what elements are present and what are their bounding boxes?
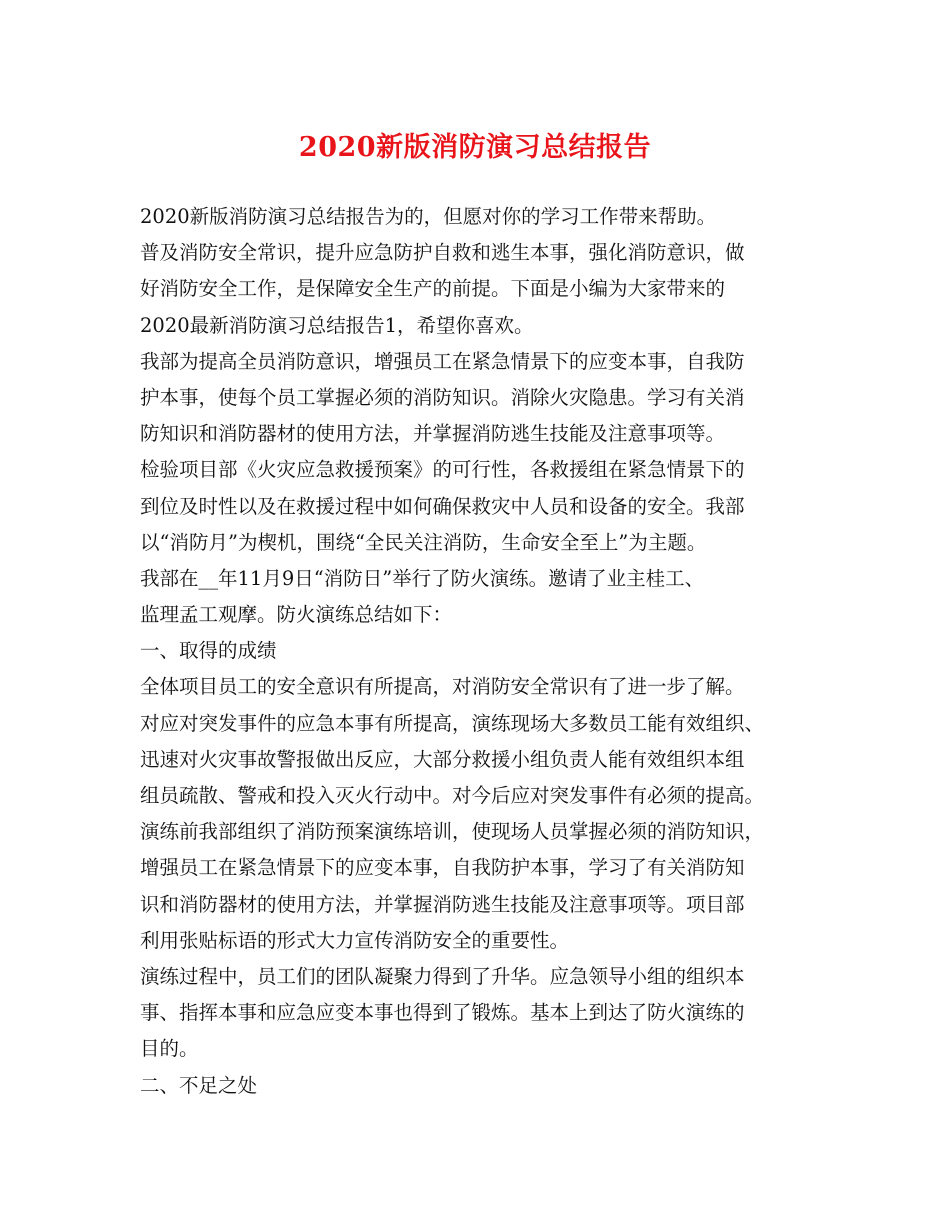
body-line: 演练过程中，员工们的团队凝聚力得到了升华。应急领导小组的组织本 bbox=[140, 964, 745, 988]
body-line: 我部在__年11月9日“消防日”举行了防火演练。邀请了业主桂工、 bbox=[140, 566, 705, 590]
body-line: 事、指挥本事和应急应变本事也得到了锻炼。基本上到达了防火演练的 bbox=[140, 1001, 745, 1025]
document-body bbox=[140, 199, 830, 1104]
body-line: 迅速对火灾事故警报做出反应，大部分救援小组负责人能有效组织本组 bbox=[140, 747, 745, 771]
body-line: 利用张贴标语的形式大力宣传消防安全的重要性。 bbox=[140, 928, 570, 952]
body-line: 一、取得的成绩 bbox=[140, 639, 277, 663]
body-line: 护本事，使每个员工掌握必须的消防知识。消除火灾隐患。学习有关消 bbox=[140, 385, 745, 409]
body-line: 全体项目员工的安全意识有所提高，对消防安全常识有了进一步了解。 bbox=[140, 675, 745, 699]
body-line: 演练前我部组织了消防预案演练培训，使现场人员掌握必须的消防知识， bbox=[140, 820, 765, 844]
body-line: 我部为提高全员消防意识，增强员工在紧急情景下的应变本事，自我防 bbox=[140, 349, 745, 373]
body-line: 对应对突发事件的应急本事有所提高，演练现场大多数员工能有效组织、 bbox=[140, 711, 765, 735]
body-line: 2020新版消防演习总结报告为的，但愿对你的学习工作带来帮助。 bbox=[140, 205, 717, 228]
body-line: 好消防安全工作，是保障安全生产的前提。下面是小编为大家带来的 bbox=[140, 277, 726, 301]
body-line: 监理孟工观摩。防火演练总结如下： bbox=[140, 603, 453, 627]
body-line: 防知识和消防器材的使用方法，并掌握消防逃生技能及注意事项等。 bbox=[140, 422, 726, 446]
body-line: 普及消防安全常识，提升应急防护自救和逃生本事，强化消防意识，做 bbox=[140, 241, 745, 265]
body-line: 组员疏散、警戒和投入灭火行动中。对今后应对突发事件有必须的提高。 bbox=[140, 784, 765, 807]
document-title: 2020新版消防演习总结报告 bbox=[298, 132, 652, 163]
body-line: 目的。 bbox=[140, 1037, 199, 1061]
body-line: 识和消防器材的使用方法，并掌握消防逃生技能及注意事项等。项目部 bbox=[140, 892, 745, 916]
body-line: 2020最新消防演习总结报告1，希望你喜欢。 bbox=[140, 313, 534, 337]
body-line: 增强员工在紧急情景下的应变本事，自我防护本事，学习了有关消防知 bbox=[140, 856, 745, 880]
body-line: 到位及时性以及在救援过程中如何确保救灾中人员和设备的安全。我部 bbox=[140, 494, 745, 518]
body-line: 检验项目部《火灾应急救援预案》的可行性，各救援组在紧急情景下的 bbox=[140, 458, 745, 482]
body-line: 以“消防月”为楔机，围绕“全民关注消防，生命安全至上”为主题。 bbox=[140, 530, 707, 554]
body-line: 二、不足之处 bbox=[140, 1073, 258, 1097]
